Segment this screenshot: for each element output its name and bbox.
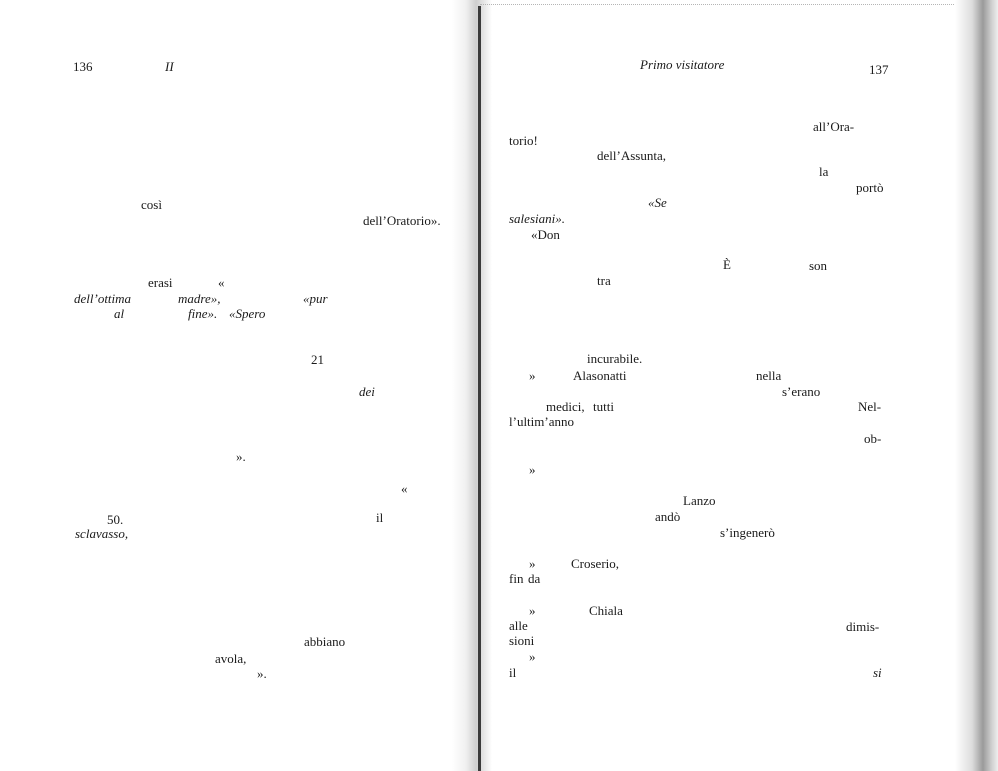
text-word: sclavasso, xyxy=(75,526,129,541)
text-word: tra xyxy=(597,273,611,288)
text-word: Croserio, xyxy=(571,556,620,571)
running-header-right: Primo visitatore xyxy=(640,57,725,72)
text-word: s’ingenerò xyxy=(720,525,775,540)
book-spine-line xyxy=(478,6,481,771)
text-word: al xyxy=(114,306,125,321)
text-word: 50. xyxy=(107,512,124,527)
right-page xyxy=(468,0,998,771)
text-word: son xyxy=(809,258,828,273)
text-word: avola, xyxy=(215,651,247,666)
text-word: s’erano xyxy=(782,384,821,399)
text-word: il xyxy=(509,665,517,680)
text-word: dell’Oratorio». xyxy=(363,213,441,228)
text-word: Nel- xyxy=(858,399,882,414)
text-word: fine». xyxy=(188,306,218,321)
text-word: la xyxy=(819,164,829,179)
text-word: medici, xyxy=(546,399,585,414)
text-word: andò xyxy=(655,509,681,524)
text-word: l’ultim’anno xyxy=(509,414,574,429)
text-word: da xyxy=(528,571,541,586)
text-word: incurabile. xyxy=(587,351,643,366)
text-word: «Don xyxy=(531,227,560,242)
book-gutter-shadow xyxy=(452,0,492,771)
text-word: 21 xyxy=(311,352,324,367)
text-word: sioni xyxy=(509,633,535,648)
text-word: Alasonatti xyxy=(573,368,627,383)
text-word: dell’ottima xyxy=(74,291,132,306)
text-word: » xyxy=(529,649,536,664)
text-word: si xyxy=(873,665,882,680)
text-word: «Se xyxy=(648,195,667,210)
page-number-right: 137 xyxy=(869,62,889,77)
text-word: Chiala xyxy=(589,603,623,618)
text-word: « xyxy=(218,275,225,290)
text-word: » xyxy=(529,556,536,571)
text-word: «Spero xyxy=(229,306,266,321)
page-number-left: 136 xyxy=(73,59,93,74)
text-word: salesiani». xyxy=(509,211,565,226)
text-word: « xyxy=(401,481,408,496)
text-word: » xyxy=(529,462,536,477)
text-word: ». xyxy=(236,449,246,464)
text-word: il xyxy=(376,510,384,525)
text-word: » xyxy=(529,368,536,383)
left-page xyxy=(0,0,468,771)
page-top-edge xyxy=(480,4,970,11)
text-word: abbiano xyxy=(304,634,346,649)
text-word: » xyxy=(529,603,536,618)
running-header-left: II xyxy=(165,59,174,74)
text-word: fin xyxy=(509,571,524,586)
text-word: dei xyxy=(359,384,375,399)
text-word: È xyxy=(723,257,731,272)
page-edge-shadow xyxy=(955,0,998,771)
text-word: erasi xyxy=(148,275,173,290)
text-word: all’Ora- xyxy=(813,119,855,134)
text-word: torio! xyxy=(509,133,538,148)
text-word: Lanzo xyxy=(683,493,716,508)
text-word: tutti xyxy=(593,399,614,414)
text-word: così xyxy=(141,197,162,212)
text-word: portò xyxy=(856,180,884,195)
text-word: ob- xyxy=(864,431,882,446)
text-word: dimis- xyxy=(846,619,880,634)
text-word: madre», xyxy=(178,291,221,306)
text-word: dell’Assunta, xyxy=(597,148,666,163)
text-word: ». xyxy=(257,666,267,681)
text-word: alle xyxy=(509,618,528,633)
text-word: nella xyxy=(756,368,782,383)
text-word: «pur xyxy=(303,291,328,306)
